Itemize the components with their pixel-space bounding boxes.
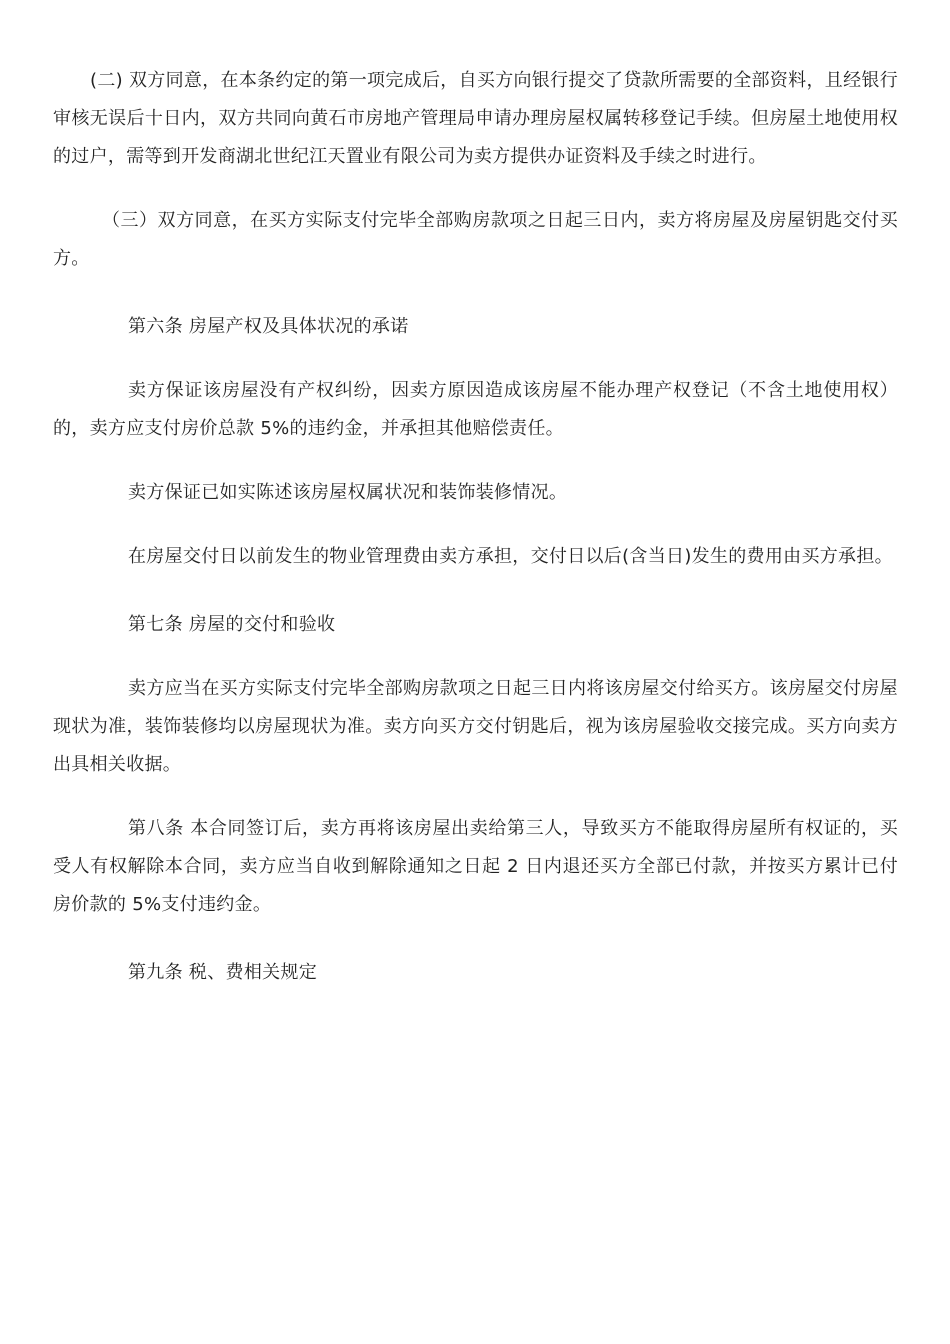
paragraph-no-property-dispute: 卖方保证该房屋没有产权纠纷，因卖方原因造成该房屋不能办理产权登记（不含土地使用权）的，卖方应支付房价总款 5%的违约金，并承担其他赔偿责任。: [53, 380, 898, 439]
paragraph-delivery-acceptance: 卖方应当在买方实际支付完毕全部购房款项之日起三日内将该房屋交付给买方。该房屋交付房屋现状为准，装饰装修均以房屋现状为准。卖方向买方交付钥匙后，视为该房屋验收交接完成。买方向卖方出具相关收据。: [53, 678, 898, 775]
paragraph-management-fees: 在房屋交付日以前发生的物业管理费由卖方承担，交付日以后(含当日)发生的费用由买方承担。: [128, 546, 893, 567]
article-7-heading: 第七条 房屋的交付和验收: [128, 614, 336, 635]
paragraph-2-2-transfer-registration: (二) 双方同意，在本条约定的第一项完成后，自买方向银行提交了贷款所需要的全部资料，且经银行审核无误后十日内，双方共同向黄石市房地产管理局申请办理房屋权属转移登记手续。但房屋土地使用权的过户，需等到开发商湖北世纪江天置业有限公司为卖方提供办证资料及手续之时进行。: [53, 70, 898, 167]
paragraph-2-3-house-delivery: （三）双方同意，在买方实际支付完毕全部购房款项之日起三日内，卖方将房屋及房屋钥匙交付买方。: [53, 210, 898, 269]
article-8-paragraph: 第八条 本合同签订后，卖方再将该房屋出卖给第三人，导致买方不能取得房屋所有权证的，买受人有权解除本合同，卖方应当自收到解除通知之日起 2 日内退还买方全部已付款，并按买方累计已付房价款的 5%支付违约金。: [53, 818, 898, 915]
article-9-heading: 第九条 税、费相关规定: [128, 962, 318, 983]
document-page: [53, 62, 898, 992]
article-6-heading: 第六条 房屋产权及具体状况的承诺: [128, 316, 409, 337]
paragraph-truthful-statement: 卖方保证已如实陈述该房屋权属状况和装饰装修情况。: [128, 482, 568, 503]
